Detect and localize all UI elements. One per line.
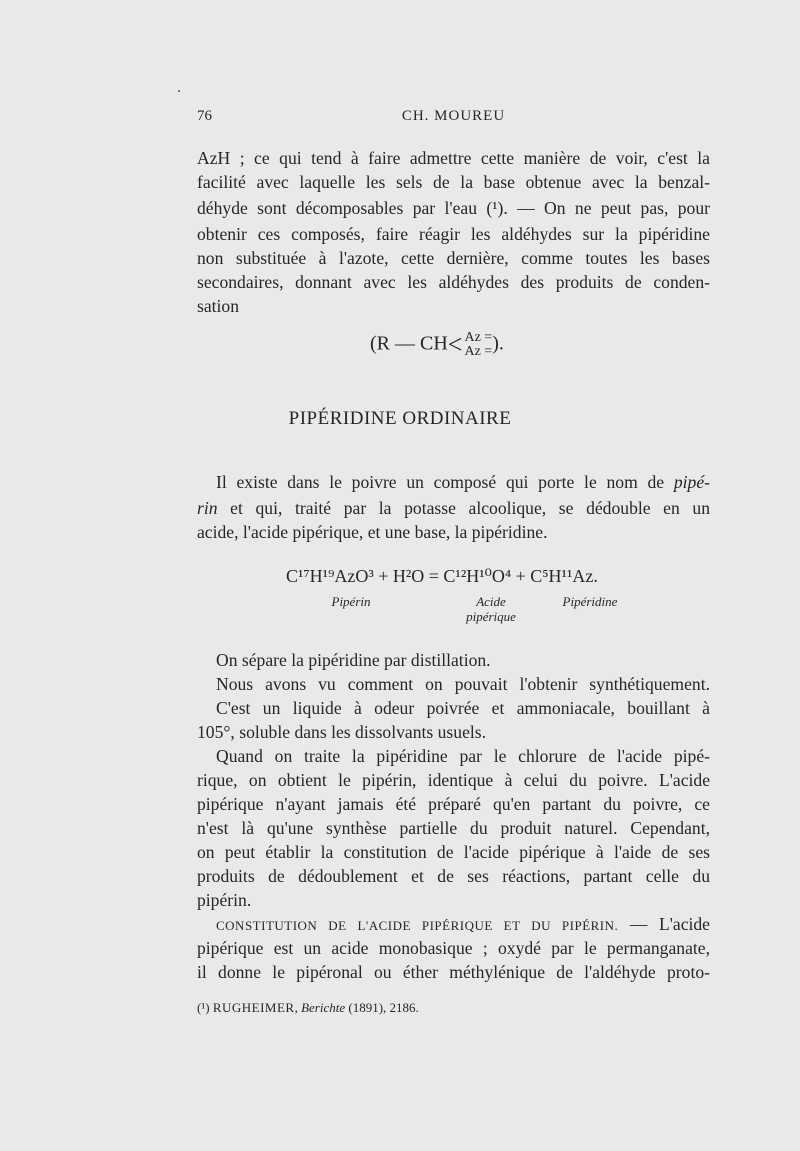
label-piperidine: Pipéridine [562,594,618,609]
text-line: 105°, soluble dans les dissolvants usuels. [197,722,487,742]
label-piperin: Pipérin [331,594,371,609]
italic-term: rin [197,498,218,518]
text-line: pipérique est un acide monobasique ; oxydé par le permanganate, [197,938,710,958]
text-span: et qui, traité par la potasse alcoolique, se dédouble en un [217,498,710,518]
text-line: sation [197,296,240,316]
running-head [197,108,710,130]
text-line: AzH ; ce qui tend à faire admettre cette manière de voir, c'est la [197,148,710,168]
text-line: on peut établir la constitution de l'acide pipérique à l'aide de ses [197,842,710,862]
text-line [197,496,710,520]
label-acide [446,594,536,624]
formula-branch-bottom: Az = [464,344,493,359]
formula-left: (R — CH [370,332,448,355]
text-line: pipérin. [197,890,252,910]
text-line: acide, l'acide pipérique, et une base, la pipéridine. [197,522,548,542]
italic-term: pipé- [673,472,710,492]
footnote-mark: (¹) [197,1000,213,1015]
text-line: obtenir ces composés, faire réagir les aldéhydes sur la pipéridine [197,224,710,244]
formula-right: ). [492,332,504,355]
text-line: pipérique n'ayant jamais été préparé qu'en partant du poivre, ce [197,794,710,814]
text-line: Quand on traite la pipéridine par le chlorure de l'acide pipé- [216,746,710,766]
formula-branches [464,331,492,359]
footnote-journal: Berichte [301,1000,346,1015]
text-line: secondaires, donnant avec les aldéhydes des produits de conden- [197,272,710,292]
formula-branch-top: Az = [464,330,493,345]
text-line: On sépare la pipéridine par distillation. [216,650,491,670]
text-line [216,912,710,938]
text-line: déhyde sont décomposables par l'eau (¹). — On ne peut pas, pour [197,198,710,218]
footnote-rest: (1891), 2186. [345,1000,419,1015]
running-title: CH. MOUREU [401,108,506,124]
page-number: 76 [197,108,212,124]
text-line [216,470,710,494]
chemical-equation: C¹⁷H¹⁹AzO³ + H²O = C¹²H¹⁰O⁴ + C⁵H¹¹Az. [286,566,598,586]
label-acide-line2: pipérique [466,609,516,624]
text-line: il donne le pipéronal ou éther méthylénique de l'aldéhyde proto- [197,962,710,982]
condensation-formula: (R — CH< Az = Az =). [370,330,504,359]
text-line: non substituée à l'azote, cette dernière, comme toutes les bases [197,248,710,268]
label-acide-line1: Acide [476,594,506,609]
text-span: — L'acide [618,914,710,934]
section-heading: PIPÉRIDINE ORDINAIRE [288,408,512,429]
footnote: (¹) RUGHEIMER, Berichte (1891), 2186. [197,1000,419,1015]
smallcaps-heading: CONSTITUTION DE L'ACIDE PIPÉRIQUE ET DU PIPÉRIN. [216,918,619,933]
text-line: rique, on obtient le pipérin, identique à celui du poivre. L'acide [197,770,710,790]
text-line: produits de dédoublement et de ses réactions, partant celle du [197,866,710,886]
text-line: n'est là qu'une synthèse partielle du produit naturel. Cependant, [197,818,710,838]
text-span: Il existe dans le poivre un composé qui porte le nom de [216,472,674,492]
paper-speck [178,90,180,92]
footnote-author: RUGHEIMER [212,1000,295,1015]
text-line: facilité avec laquelle les sels de la base obtenue avec la benzal- [197,172,710,192]
text-line: C'est un liquide à odeur poivrée et ammoniacale, bouillant à [216,698,710,718]
text-line: Nous avons vu comment on pouvait l'obtenir synthétiquement. [216,674,710,694]
